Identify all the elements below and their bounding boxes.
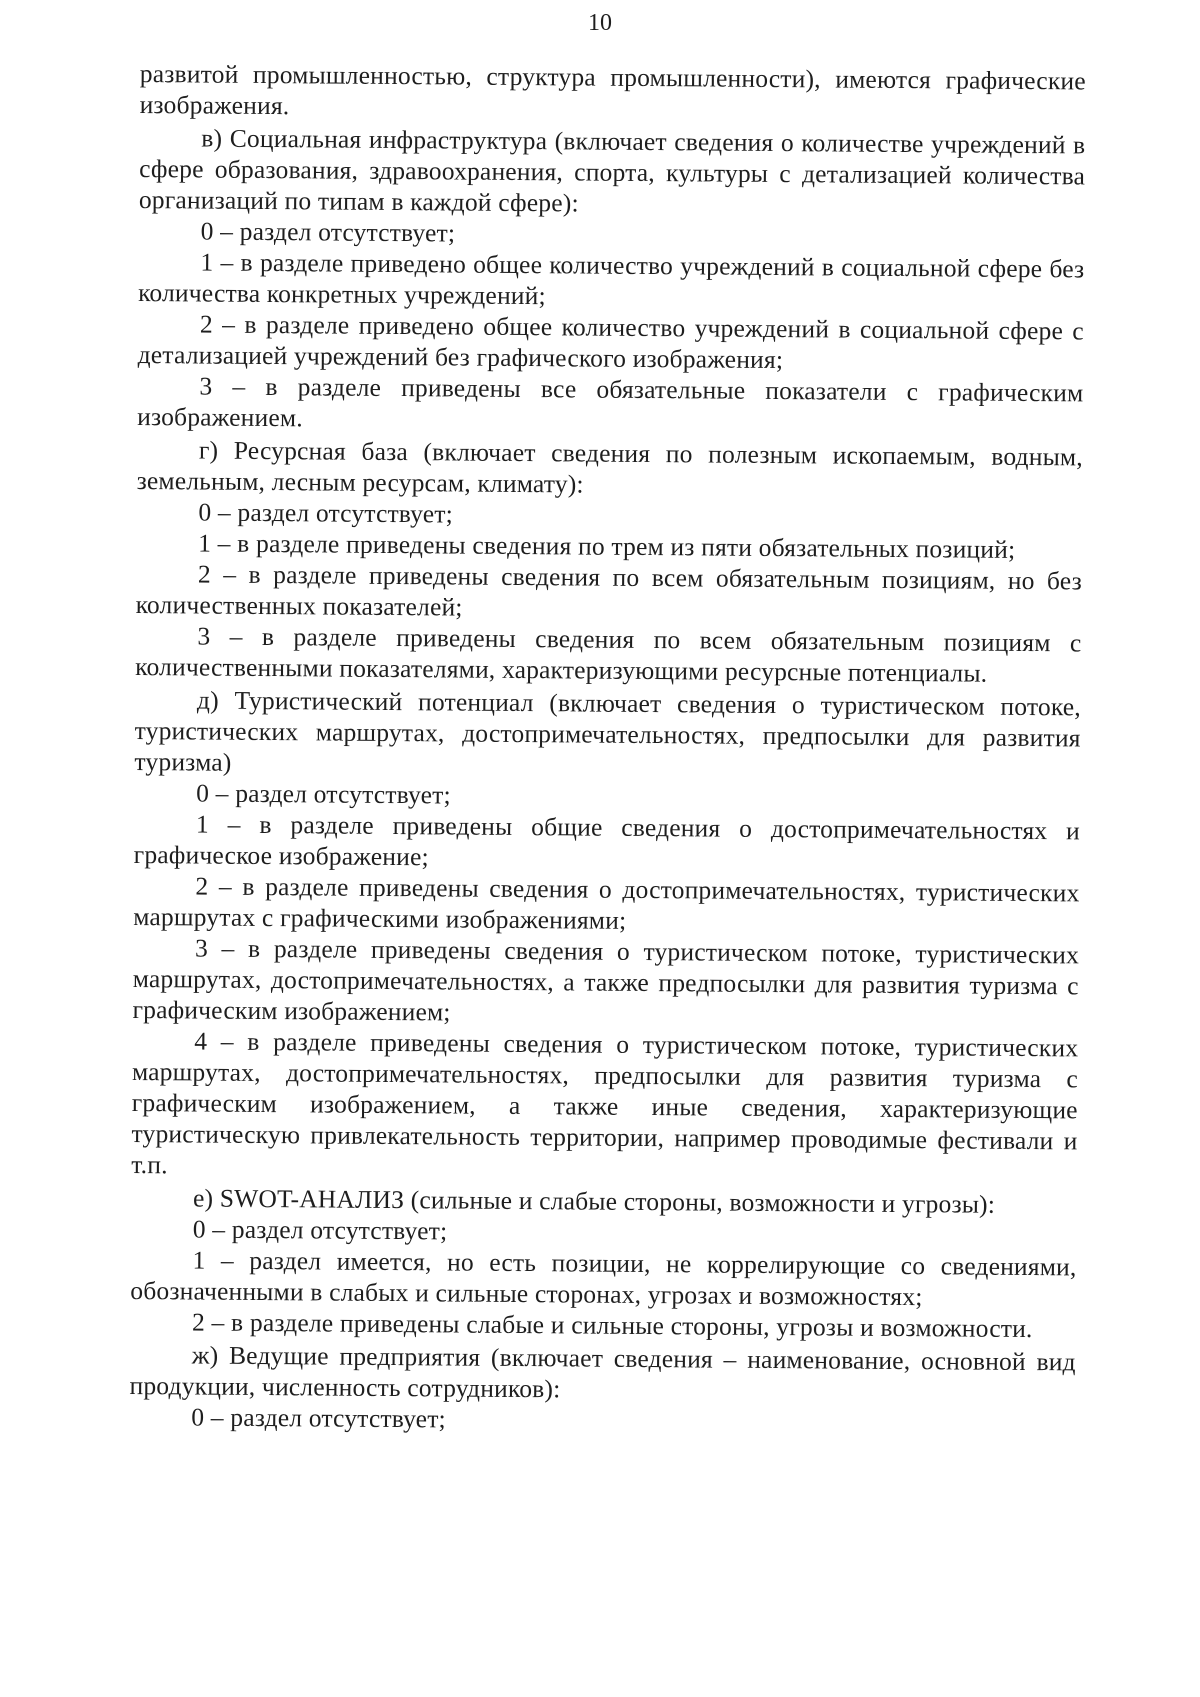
criteria-item: 2 – в разделе приведены сведения по всем обязательным позициям, но без количественных показателей; (135, 559, 1083, 622)
criteria-item: 2 – в разделе приведены слабые и сильные стороны, угрозы и возможности. (191, 1307, 1033, 1344)
section-heading-leading-enterprises: ж) Ведущие предприятия (включает сведения – наименование, основной вид продукции, численность сотрудников): (129, 1340, 1076, 1404)
section-heading-social-infrastructure: в) Социальная инфраструктура (включает сведения о количестве учреждений в сфере образования, здравоохранения, спорта, культуры с детализацией количества организаций по типам в каждой сфере): (138, 123, 1086, 218)
paragraph: развитой промышленностью, структура промышленности), имеются графические изображения. (139, 58, 1086, 121)
criteria-item: 1 – в разделе приведены общие сведения о достопримечательностях и графическое изображение; (133, 809, 1081, 872)
criteria-item: 1 – раздел имеется, но есть позиции, не коррелирующие со сведениями, обозначенными в слабых и сильные сторонах, угрозах и возможностях; (130, 1245, 1077, 1312)
criteria-item: 2 – в разделе приведены сведения о достопримечательностях, туристических маршрутах с графическими изображениями; (133, 871, 1080, 935)
criteria-item: 0 – раздел отсутствует; (198, 497, 454, 529)
criteria-item: 0 – раздел отсутствует; (196, 778, 451, 810)
criteria-item: 4 – в разделе приведены сведения о туристическом потоке, туристических маршрутах, достопримечательностях, предпосылки для развития туризма с графическим изображением, а также иные сведения, характеризующие туристическую привлекательность территории, например проводимые фестивали и т.п. (131, 1026, 1079, 1180)
document-body (129, 58, 1086, 1439)
criteria-item: 3 – в разделе приведены все обязательные показатели с графическим изображением. (137, 371, 1084, 433)
criteria-item: 2 – в разделе приведено общее количество учреждений в социальной сфере с детализацией учреждений без графического изображения; (137, 309, 1084, 375)
criteria-item: 3 – в разделе приведены сведения по всем обязательным позициям с количественными показателями, характеризующими ресурсные потенциалы. (135, 621, 1082, 688)
page-number: 10 (588, 10, 612, 36)
criteria-item: 0 – раздел отсутствует; (200, 216, 456, 248)
criteria-item: 1 – в разделе приведены сведения по трем из пяти обязательных позиций; (198, 528, 1016, 564)
criteria-item: 0 – раздел отсутствует; (191, 1402, 447, 1434)
criteria-item: 3 – в разделе приведены сведения о туристическом потоке, туристических маршрутах, достопримечательностях, а также предпосылки для развития туризма с графическим изображением; (132, 933, 1080, 1027)
criteria-item: 0 – раздел отсутствует; (192, 1214, 448, 1246)
section-heading-swot-analysis: е) SWOT-АНАЛИЗ (сильные и слабые стороны, возможности и угрозы): (192, 1183, 996, 1219)
section-heading-resource-base: г) Ресурсная база (включает сведения по полезным ископаемым, водным, земельным, лесным ресурсам, климату): (136, 435, 1084, 499)
criteria-item: 1 – в разделе приведено общее количество учреждений в социальной сфере без количества конкретных учреждений; (138, 247, 1085, 311)
section-heading-tourism-potential: д) Туристический потенциал (включает сведения о туристическом потоке, туристических маршрутах, достопримечательностях, предпосылки для развития туризма) (134, 685, 1082, 777)
